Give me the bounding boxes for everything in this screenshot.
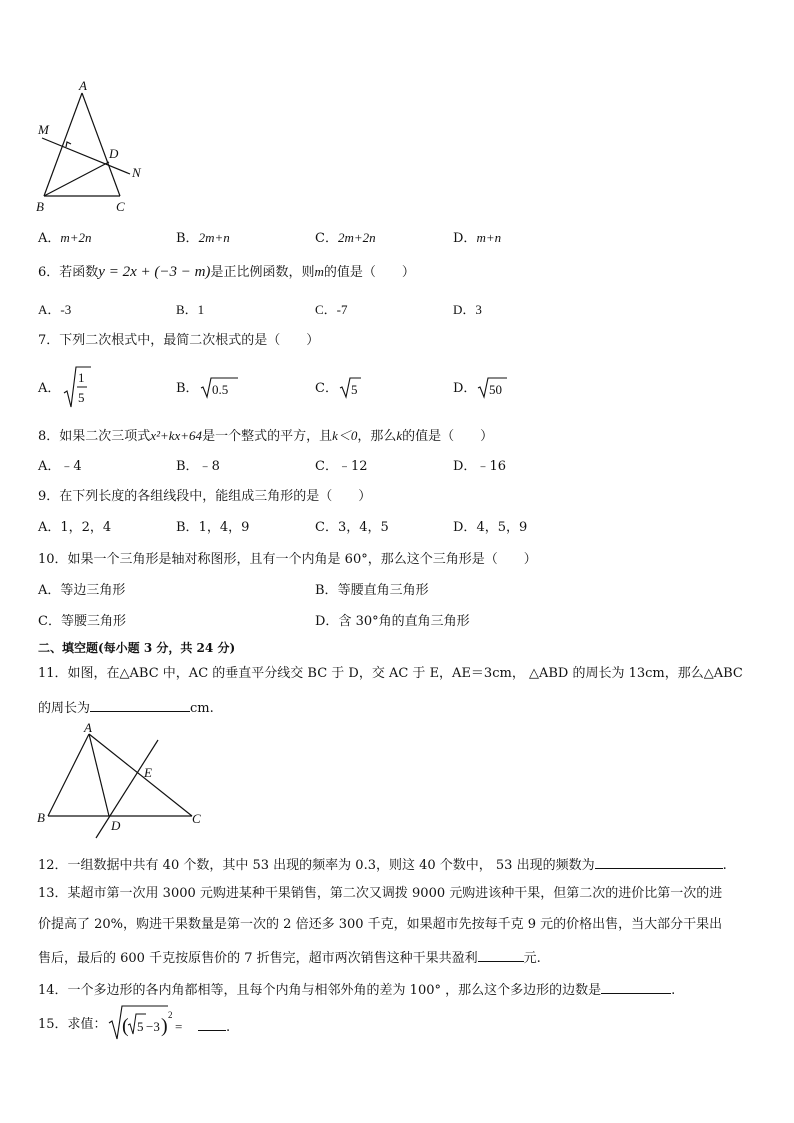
- svg-text:): ): [161, 1015, 168, 1037]
- label-a: A: [79, 78, 87, 93]
- q12-answer-blank[interactable]: [595, 854, 723, 869]
- q7-option-b[interactable]: B．: [176, 381, 199, 396]
- q11-answer-blank[interactable]: [90, 697, 190, 712]
- q11-stem-line2: 的周长为 cm.: [38, 697, 214, 718]
- side-ab: [44, 93, 82, 196]
- side-ac: [82, 93, 120, 196]
- q10-stem: 10．如果一个三角形是轴对称图形，且有一个内角是 60°，那么这个三角形是（ ）: [38, 552, 537, 567]
- q7-option-d-sqrt: [477, 376, 509, 400]
- q13-stem-line3: 售后，最后的 600 千克按原售价的 7 折售完，超市两次销售这种干果共盈利 元.: [38, 947, 541, 968]
- label-e: E: [144, 765, 152, 780]
- svg-text:(: (: [122, 1015, 129, 1037]
- q5-option-c[interactable]: C．2m+2n: [315, 230, 376, 246]
- label-m: M: [38, 122, 49, 137]
- svg-text:1: 1: [78, 370, 85, 385]
- label-a: A: [84, 722, 92, 735]
- label-b: B: [37, 810, 45, 825]
- q9-option-d[interactable]: D．4，5，9: [453, 520, 528, 535]
- q14-answer-blank[interactable]: [601, 979, 671, 994]
- label-d: D: [111, 818, 121, 833]
- svg-text:=: =: [175, 1019, 183, 1034]
- q5-option-d[interactable]: D．m+n: [453, 230, 502, 246]
- q6-option-c[interactable]: C．-7: [315, 302, 348, 317]
- q7-option-a[interactable]: A．: [38, 381, 61, 396]
- section-2-heading: 二、填空题(每小题 3 分，共 24 分): [38, 641, 236, 655]
- q6-formula: y = 2x + (−3 − m): [98, 264, 211, 280]
- svg-text:5: 5: [137, 1019, 144, 1034]
- q7-option-a-sqrt-fraction: [62, 363, 92, 411]
- svg-text:5: 5: [351, 382, 358, 397]
- q7-option-d[interactable]: D．: [453, 381, 477, 396]
- svg-text:50: 50: [489, 382, 502, 397]
- q7-stem: 7．下列二次根式中，最简二次根式的是（ ）: [38, 333, 320, 348]
- q8-option-a[interactable]: A．﹣4: [38, 459, 82, 474]
- side-ac: [89, 734, 192, 816]
- q8-option-b[interactable]: B．﹣8: [176, 459, 220, 474]
- q10-option-c[interactable]: C．等腰三角形: [38, 614, 126, 629]
- perpendicular-bisector: [96, 740, 158, 838]
- q8-option-d[interactable]: D．﹣16: [453, 459, 506, 474]
- q5-option-a[interactable]: A．m+2n: [38, 230, 92, 246]
- q6-option-b[interactable]: B．1: [176, 302, 205, 317]
- q6-option-d[interactable]: D．3: [453, 302, 482, 317]
- label-c: C: [116, 199, 125, 214]
- svg-text:5: 5: [78, 390, 85, 405]
- q7-option-b-sqrt: [200, 376, 240, 400]
- right-angle-mark: [66, 142, 71, 147]
- svg-text:2: 2: [168, 1010, 173, 1020]
- q13-stem-line2: 价提高了 20%，购进干果数量是第一次的 2 倍还多 300 千克，如果超市先按每千克 9 元的价格出售，当大部分干果出: [38, 917, 723, 932]
- label-n: N: [132, 165, 141, 180]
- q8-option-c[interactable]: C．﹣12: [315, 459, 368, 474]
- triangle-figure-2: [34, 722, 214, 840]
- label-d: D: [109, 146, 119, 161]
- segment-ad: [89, 734, 109, 816]
- q10-option-a[interactable]: A．等边三角形: [38, 583, 126, 598]
- q9-option-a[interactable]: A．1，2，4: [38, 520, 112, 535]
- q15-answer: .: [198, 1016, 230, 1037]
- q6-stem: 6．若函数y = 2x + (−3 − m)是正比例函数，则m的值是（ ）: [38, 264, 415, 280]
- q7-option-c-sqrt: [339, 376, 363, 400]
- q8-stem: 8．如果二次三项式x²+kx+64是一个整式的平方，且k＜0，那么k的值是（ ）: [38, 428, 494, 444]
- q9-option-b[interactable]: B．1，4，9: [176, 520, 250, 535]
- q10-option-b[interactable]: B．等腰直角三角形: [315, 583, 429, 598]
- q11-stem-line1: 11．如图，在△ABC 中，AC 的垂直平分线交 BC 于 D，交 AC 于 E，AE＝3cm， △ABD 的周长为 13cm，那么△ABC: [38, 666, 743, 681]
- q6-option-a[interactable]: A．-3: [38, 302, 72, 317]
- q15-answer-blank[interactable]: [198, 1016, 226, 1031]
- svg-text:0.5: 0.5: [212, 382, 229, 397]
- q14-stem: 14．一个多边形的各内角都相等，且每个内角与相邻外角的差为 100° ，那么这个多边形的边数是 .: [38, 979, 675, 1000]
- label-c: C: [192, 811, 201, 826]
- q13-stem-line1: 13．某超市第一次用 3000 元购进某种干果销售，第二次又调拨 9000 元购进该种干果，但第二次的进价比第一次的进: [38, 886, 723, 901]
- svg-text:−3: −3: [146, 1019, 160, 1034]
- q15-expression: [108, 1003, 188, 1043]
- q9-option-c[interactable]: C．3，4，5: [315, 520, 389, 535]
- triangle-figure-1: [30, 78, 160, 218]
- q15-stem: 15．求值：: [38, 1017, 107, 1032]
- label-b: B: [36, 199, 44, 214]
- q10-option-d[interactable]: D．含 30°角的直角三角形: [315, 614, 470, 629]
- side-ab: [48, 734, 89, 816]
- q12-stem: 12．一组数据中共有 40 个数，其中 53 出现的频率为 0.3，则这 40 个数中， 53 出现的频数为 .: [38, 854, 727, 875]
- q7-option-c[interactable]: C．: [315, 381, 338, 396]
- q9-stem: 9．在下列长度的各组线段中，能组成三角形的是（ ）: [38, 489, 372, 504]
- segment-bd: [44, 162, 109, 196]
- q5-option-b[interactable]: B．2m+n: [176, 230, 230, 246]
- q13-answer-blank[interactable]: [478, 947, 524, 962]
